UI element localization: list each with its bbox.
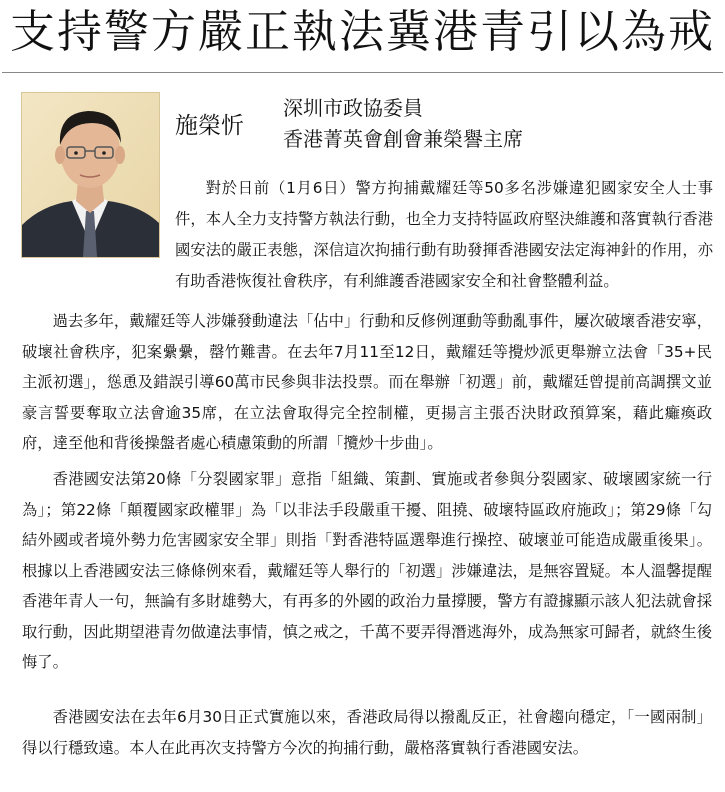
paragraph: 香港國安法在去年6月30日正式實施以來，香港政局得以撥亂反正，社會趨向穩定，「一國兩制」得以行穩致遠。本人在此再次支持警方今次的拘捕行動，嚴格落實執行香港國安法。 bbox=[22, 708, 712, 757]
author-portrait-image bbox=[22, 93, 159, 257]
paragraph: 對於日前（1月6日）警方拘捕戴耀廷等50多名涉嫌違犯國家安全人士事件，本人全力支持警方執法行動，也全力支持特區政府堅決維護和落實執行香港國安法的嚴正表態，深信這次拘捕行動有助發揮香港國安法定海神針的作用，亦有助香港恢復社會秩序，有利維護香港國家安全和社會整體利益。 bbox=[175, 179, 713, 290]
paragraph: 過去多年，戴耀廷等人涉嫌發動違法「佔中」行動和反修例運動等動亂事件，屢次破壞香港安寧，破壞社會秩序，犯案纍纍，罄竹難書。在去年7月11至12日，戴耀廷等攪炒派更舉辦立法會「35+民主派初選」，慫恿及錯誤引導60萬市民參與非法投票。而在舉辦「初選」前，戴耀廷曾提前高調撰文並豪言誓要奪取立法會逾35席，在立法會取得完全控制權，更揚言主張否決財政預算案，藉此癱瘓政府，達至他和背後操盤者處心積慮策動的所謂「攬炒十步曲」。 bbox=[22, 312, 712, 452]
headline: 支持警方嚴正執法冀港青引以為戒 bbox=[9, 5, 715, 58]
author-title-line: 深圳市政協委員 bbox=[283, 96, 423, 120]
author-name: 施榮忻 bbox=[175, 113, 244, 139]
author-portrait bbox=[21, 92, 160, 258]
paragraph: 香港國安法第20條「分裂國家罪」意指「組織、策劃、實施或者參與分裂國家、破壞國家統一行為」；第22條「顛覆國家政權罪」為「以非法手段嚴重干擾、阻撓、破壞特區政府施政」；第29條「勾結外國或者境外勢力危害國家安全罪」則指「對香港特區選舉進行操控、破壞並可能造成嚴重後果」。根據以上香港國安法三條條例來看，戴耀廷等人舉行的「初選」涉嫌違法，是無容置疑。本人溫馨提醒香港年青人一句，無論有多財雄勢大，有再多的外國的政治力量撐腰，警方有證據顯示該人犯法就會採取行動，因此期望港青勿做違法事情，慎之戒之，千萬不要弄得潛逃海外，成為無家可歸者，就終生後悔了。 bbox=[22, 470, 712, 671]
author-titles bbox=[283, 93, 523, 155]
header-divider bbox=[2, 72, 723, 73]
author-title-line: 香港菁英會創會兼榮譽主席 bbox=[283, 127, 523, 151]
